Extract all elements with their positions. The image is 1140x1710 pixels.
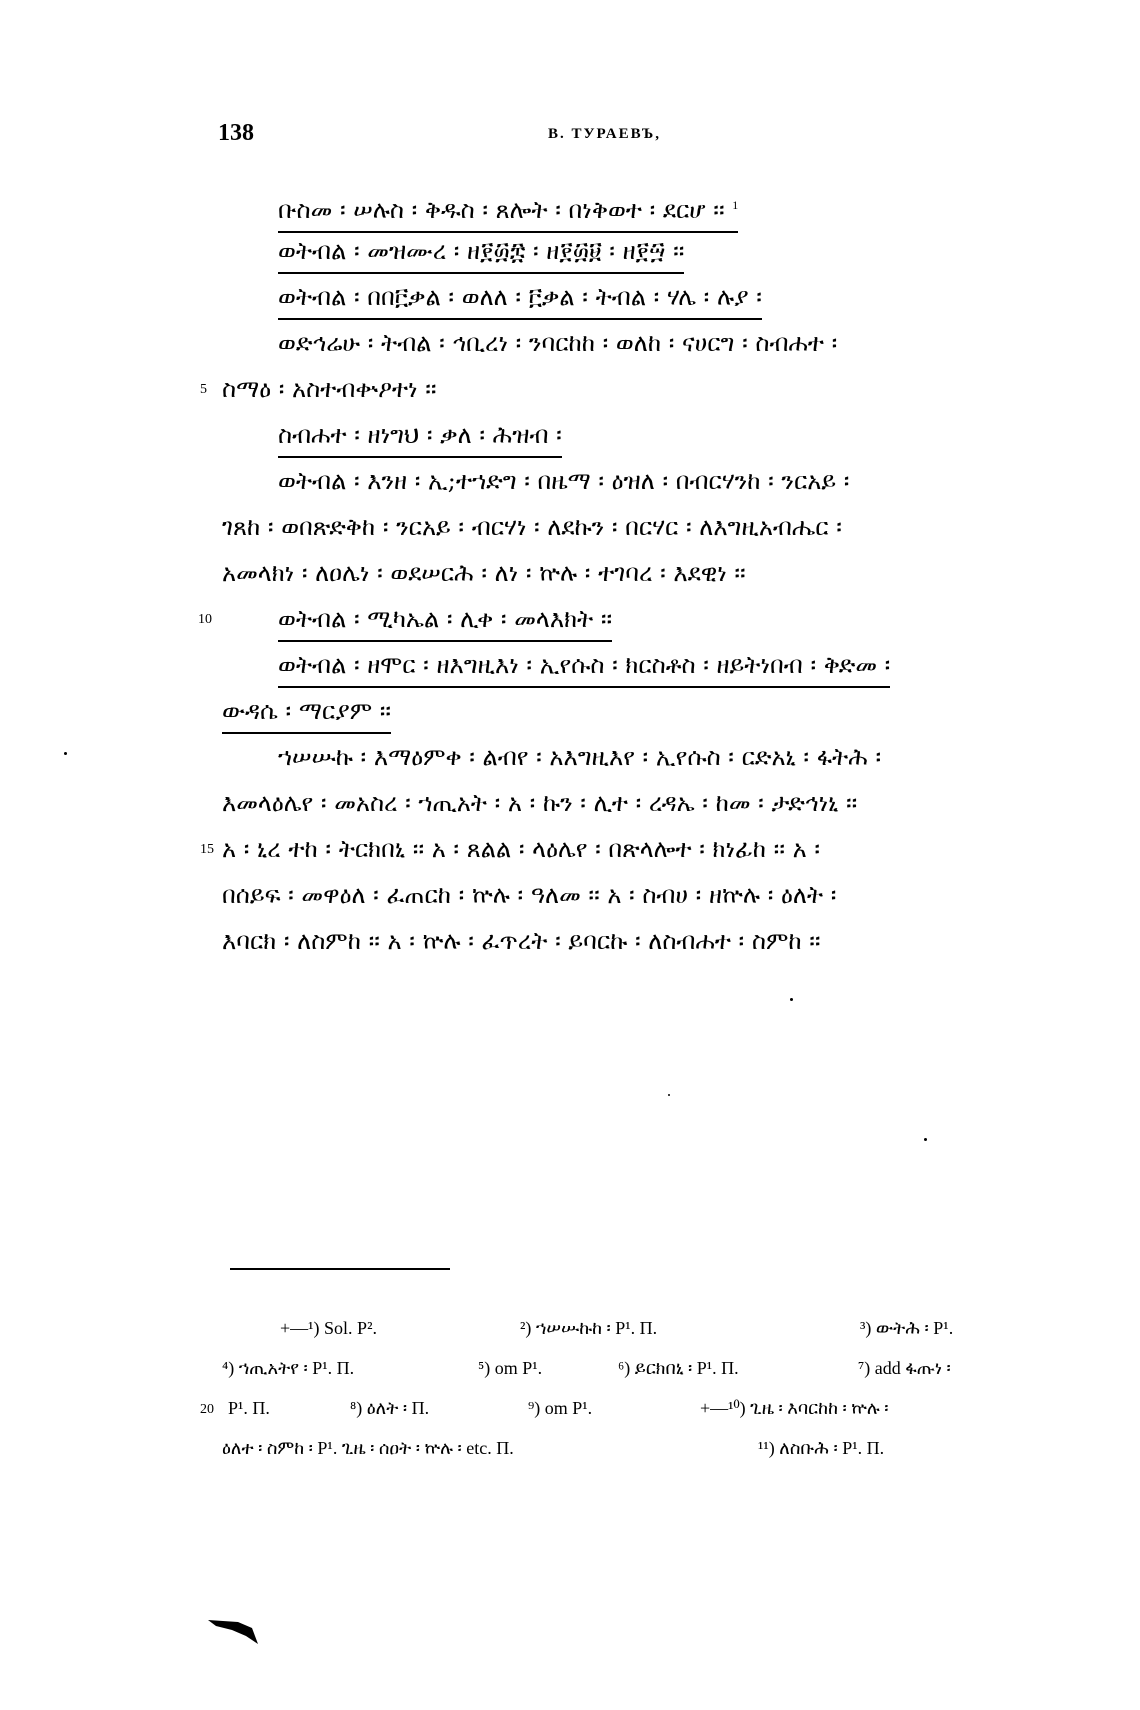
line-text: በሰይፍ ፡ መዋዕለ ፡ ፈጠርከ ፡ ኵሉ ፡ ዓለመ ፡፡ አ ፡ ስብሀ ፡ ዘኵሉ ፡ ዕለት ፡ [222, 881, 837, 909]
scan-speck [668, 1094, 670, 1096]
text-line [278, 326, 837, 360]
footnote-line [280, 1318, 377, 1339]
footnote-line [858, 1358, 951, 1379]
text-line [278, 740, 881, 774]
page-header [218, 120, 1018, 150]
scan-speck [924, 1138, 927, 1141]
text-line [222, 510, 842, 544]
ink-blot-mark [208, 1618, 258, 1644]
line-text: ገጸከ ፡ ወበጽድቅከ ፡ ንርአይ ፡ ብርሃነ ፡ ለደኩን ፡ በርሃር ፡ ለእግዚአብሔር ፡ [222, 513, 842, 541]
footnote: ⁶) ይርክበኒ ፡ P¹. Π. [618, 1358, 739, 1378]
text-line [222, 878, 836, 912]
line-text: ቡስመ ፡ ሠሉስ ፡ ቅዱስ ፡ ጸሎት ፡ በነቅወተ ፡ ደርሆ ፡፡ [278, 196, 725, 224]
footnote: +—¹) Sol. P². [280, 1318, 377, 1338]
footnote: ⁴) ኀጢአትየ ፡ P¹. Π. [222, 1358, 355, 1378]
footnote-line [528, 1398, 592, 1419]
line-text: ስብሐተ ፡ ዘነግህ ፡ ቃለ ፡ ሕዝብ ፡ [278, 421, 562, 449]
footnote-line [478, 1358, 542, 1379]
line-text: ወትብል ፡ በበ፫ቃል ፡ ወለለ ፡ ፫ቃል ፡ ትብል ፡ ሃሌ ፡ ሉያ ፡ [278, 283, 762, 311]
footnote: ¹¹) ለስቡሕ ፡ P¹. Π. [758, 1438, 885, 1458]
line-text: እመላዕሌየ ፡ መአስረ ፡ ኀጢአት ፡ አ ፡ ኩን ፡ ሊተ ፡ ረዳኤ ፡ ከመ ፡ ታድኅነኒ ፡፡ [222, 789, 858, 817]
text-line [222, 832, 820, 866]
line-text: ውዳሴ ፡ ማርያም ፡፡ [222, 697, 392, 725]
footnote: ዕለተ ፡ ስምከ ፡ P¹. ጊዜ ፡ ሰዐት ፡ ኵሉ ፡ etc. Π. [222, 1438, 514, 1458]
text-line [222, 556, 746, 590]
line-number: 10 [198, 612, 212, 627]
page-number: 138 [218, 120, 254, 146]
footnote-line [758, 1438, 884, 1459]
footnote: ⁸) ዕለት ፡ Π. [350, 1398, 430, 1418]
scan-speck [790, 998, 793, 1001]
line-text: አመላክነ ፡ ለዐሌነ ፡ ወደሠርሕ ፡ ለነ ፡ ኵሉ ፡ ተገባረ ፡ እደዊነ ፡፡ [222, 559, 746, 587]
line-number: 15 [200, 842, 214, 857]
line-number: 5 [200, 382, 207, 397]
text-line [278, 602, 612, 642]
line-text: አ ፡ ኒረ ተከ ፡ ትርክበኒ ፡፡ አ ፡ ጸልል ፡ ላዕሌየ ፡ በጽላሎተ ፡ ክነፊከ ፡፡ አ ፡ [222, 835, 820, 863]
line-text: ወድኅሬሁ ፡ ትብል ፡ ኅቢረነ ፡ ንባርከከ ፡ ወለከ ፡ ናሀርግ ፡ ስብሐተ ፡ [278, 329, 838, 357]
text-line [278, 280, 762, 320]
footnote-line [520, 1318, 657, 1339]
line-text: ወትብል ፡ ዘሞር ፡ ዘእግዚእነ ፡ ኢየሱስ ፡ ክርስቶስ ፡ ዘይትነበብ ፡ ቅድመ ፡ [278, 651, 891, 679]
footnote-mark: 1 [732, 198, 739, 212]
line-text: ወትብል ፡ መዝሙረ ፡ ዘ፻፴፰ ፡ ዘ፻፴፱ ፡ ዘ፻፵ ፡፡ [278, 237, 685, 265]
footnote-line [700, 1398, 889, 1419]
line-text: ወትብል ፡ ሚካኤል ፡ ሊቀ ፡ መላእክት ፡፡ [278, 605, 613, 633]
running-head: В. ТУРАЕВЪ, [548, 126, 662, 142]
text-line [278, 418, 562, 458]
text-line [222, 694, 391, 734]
footnote-line [228, 1398, 270, 1419]
footnote-line [222, 1358, 354, 1379]
footnote: ⁹) om P¹. [528, 1398, 593, 1418]
footnote: ³) ውትሕ ፡ P¹. [860, 1318, 954, 1338]
text-line [278, 188, 738, 233]
line-text: ኀሠሡኩ ፡ እማዕምቀ ፡ ልብየ ፡ አእግዚእየ ፡ ኢየሱስ ፡ ርድአኒ ፡ ፋትሕ ፡ [278, 743, 882, 771]
text-line [278, 464, 849, 498]
scan-speck [64, 752, 67, 755]
footnote: +—¹⁰) ጊዜ ፡ እባርከከ ፡ ኵሉ ፡ [700, 1398, 889, 1418]
text-line [222, 786, 857, 820]
footnote: P¹. Π. [228, 1398, 270, 1418]
text-line [222, 924, 821, 958]
footnote-rule [230, 1268, 450, 1270]
footnote-line [350, 1398, 429, 1419]
footnote-line [222, 1438, 514, 1459]
footnote: ⁵) om P¹. [478, 1358, 543, 1378]
line-text: ስማዕ ፡ አስተብቍዖተነ ፡፡ [222, 375, 437, 403]
footnote: ⁷) add ፋጡነ ፡ [858, 1358, 951, 1378]
line-text: እባርክ ፡ ለስምከ ፡፡ አ ፡ ኵሉ ፡ ፈጥረት ፡ ይባርኩ ፡ ለስብሐተ ፡ ስምከ ፡፡ [222, 927, 821, 955]
line-number: 20 [200, 1402, 214, 1417]
footnote: ²) ኀሠሡኩከ ፡ P¹. Π. [520, 1318, 658, 1338]
text-line [222, 372, 437, 406]
text-line [278, 648, 890, 688]
text-line [278, 234, 684, 274]
line-text: ወትብል ፡ እንዘ ፡ ኢ;ተኀድግ ፡ በዜማ ፡ ዕዝለ ፡ በብርሃንከ ፡ ንርአይ ፡ [278, 467, 850, 495]
footnote-line [618, 1358, 739, 1379]
footnote-line [860, 1318, 953, 1339]
